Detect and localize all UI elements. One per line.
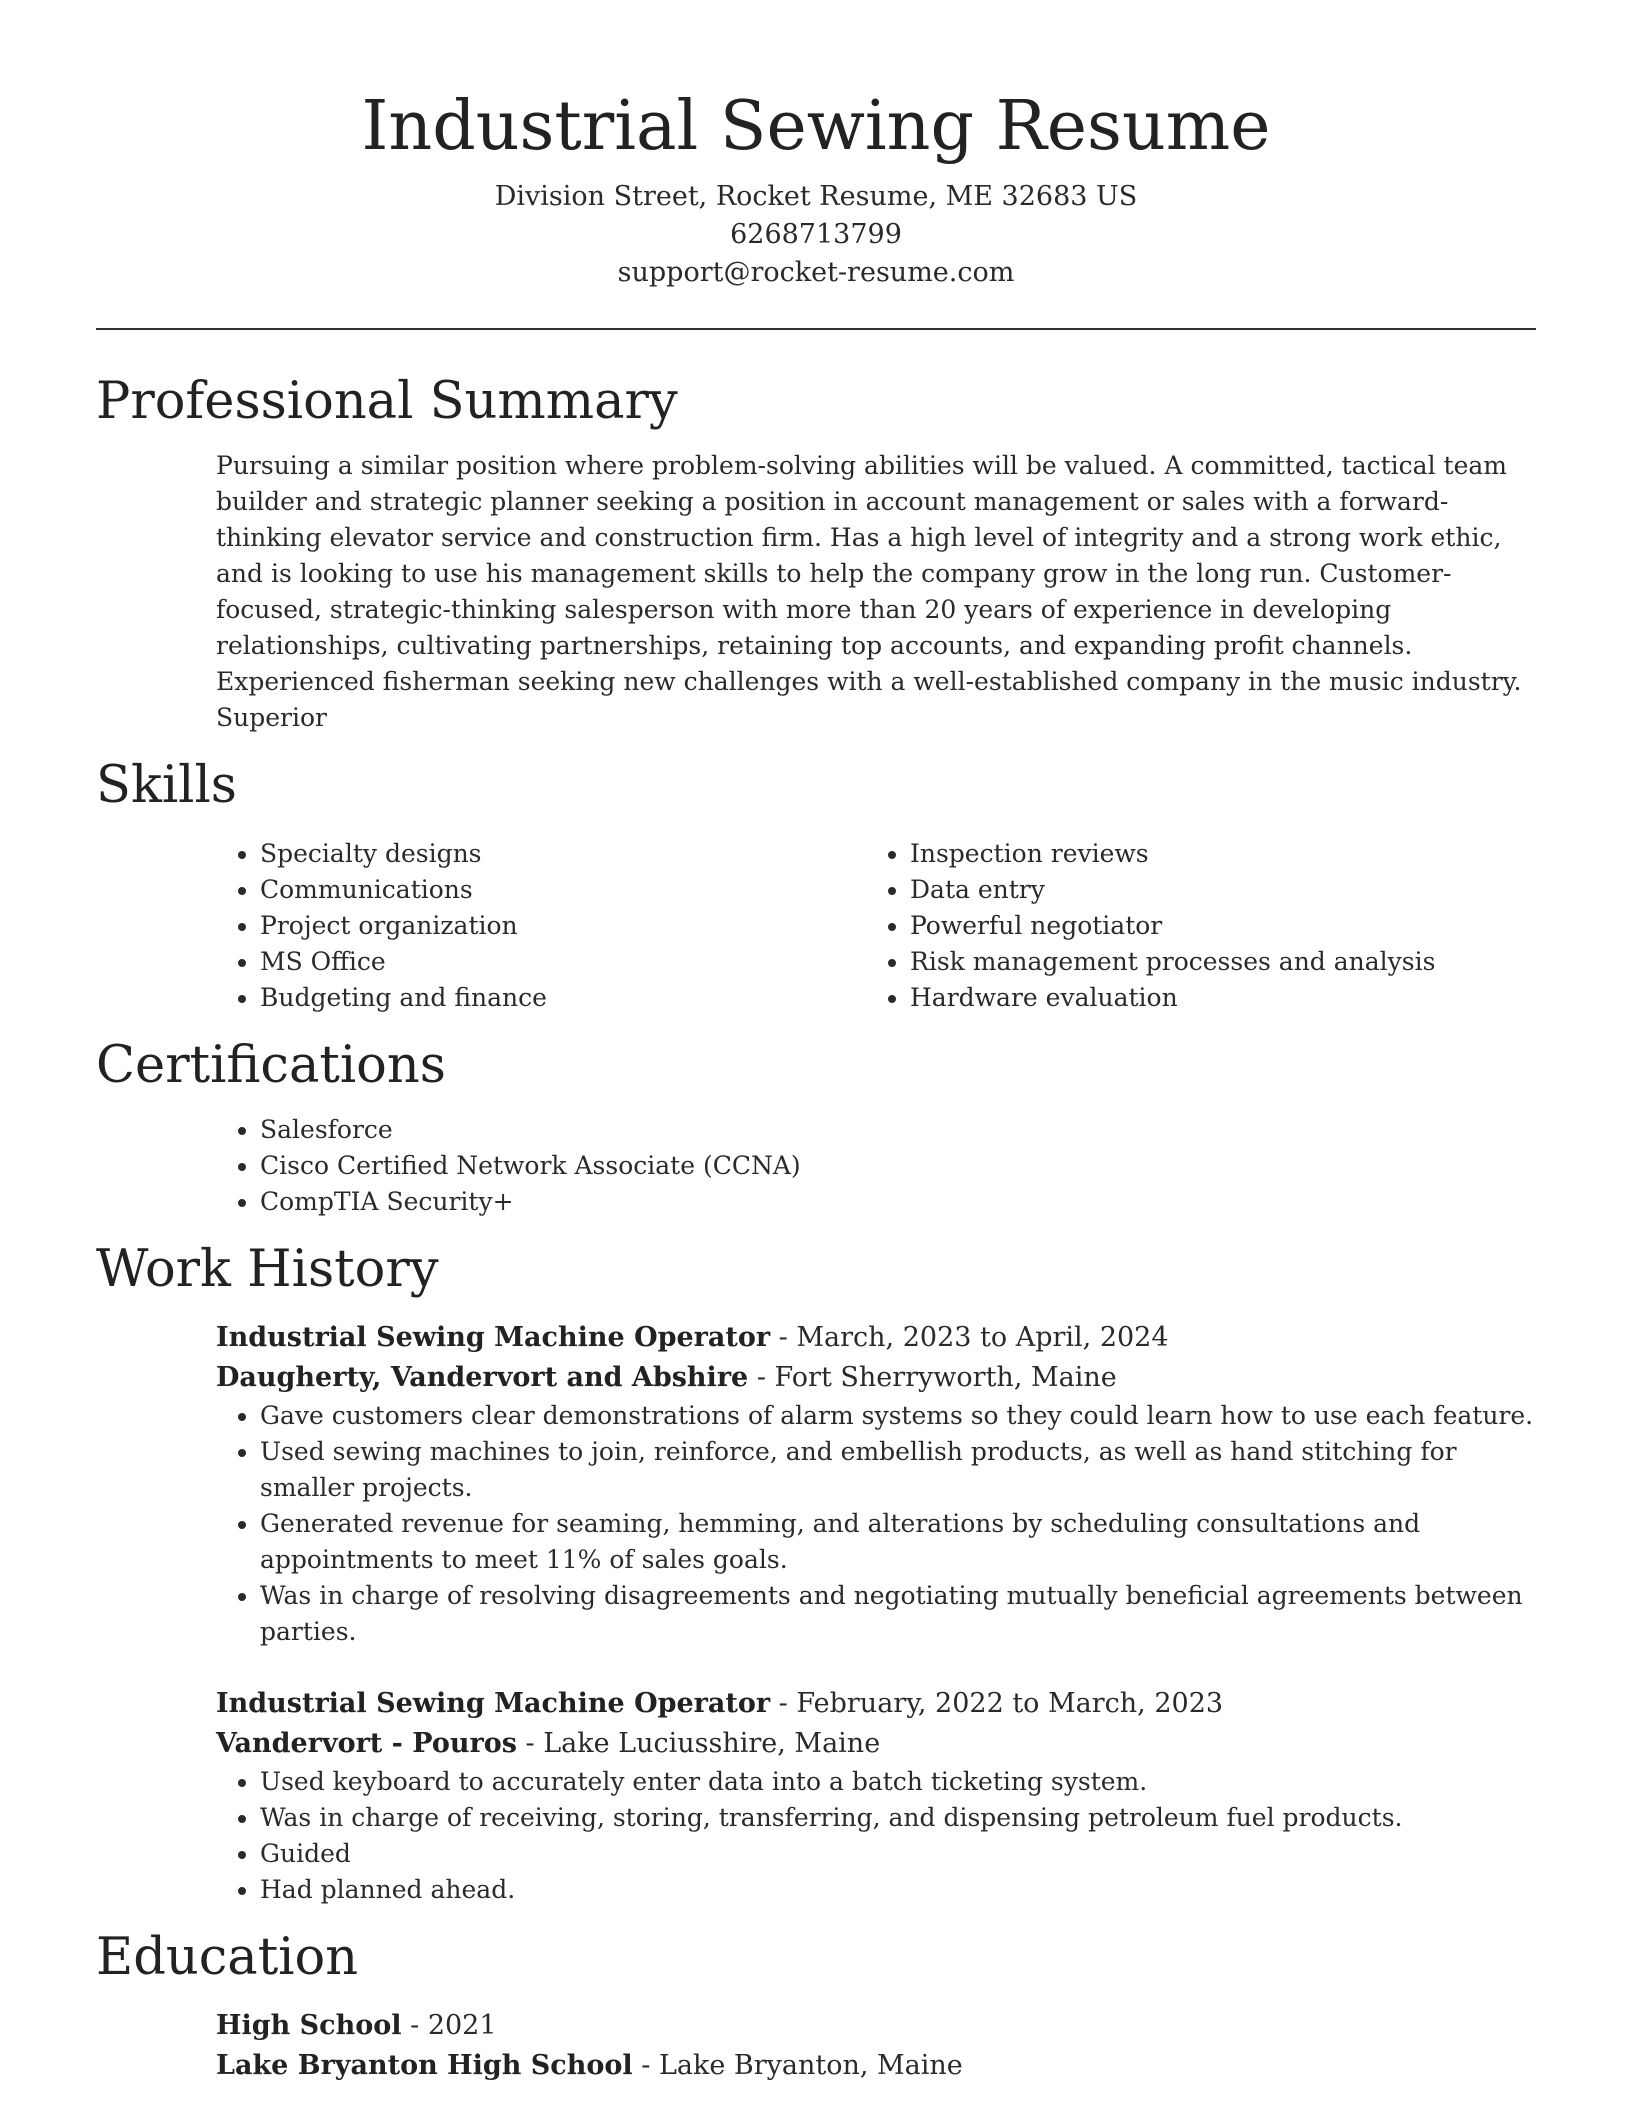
phone: 6268713799 — [730, 219, 902, 250]
graduation-year: - 2021 — [401, 2010, 497, 2041]
skill-item: • Hardware evaluation — [910, 980, 1516, 1016]
duty-item: • Was in charge of receiving, storing, transferring, and dispensing petroleum fuel products. — [260, 1800, 1536, 1836]
address: Division Street, Rocket Resume, ME 32683 US — [494, 181, 1138, 212]
duty-item: • Gave customers clear demonstrations of alarm systems so they could learn how to use each feature. — [260, 1398, 1536, 1434]
summary-heading: Professional Summary — [96, 372, 678, 431]
skills-column-right — [866, 836, 1516, 1016]
job-company-line — [216, 1358, 1536, 1398]
education-entry — [216, 2006, 1536, 2086]
school-location: - Lake Bryanton, Maine — [632, 2050, 963, 2081]
skill-item: • Communications — [260, 872, 866, 908]
job-role: Industrial Sewing Machine Operator — [216, 1688, 771, 1719]
skill-item: • Data entry — [910, 872, 1516, 908]
education-heading: Education — [96, 1928, 359, 1987]
skill-item: • Specialty designs — [260, 836, 866, 872]
certification-item: • Salesforce — [260, 1112, 1536, 1148]
skill-item: • Budgeting and finance — [260, 980, 866, 1016]
certifications-heading: Certifications — [96, 1036, 446, 1095]
skill-item: • Powerful negotiator — [910, 908, 1516, 944]
resume-header — [96, 0, 1536, 292]
job-company: Daugherty, Vandervort and Abshire — [216, 1362, 749, 1393]
certifications-list — [216, 1112, 1536, 1220]
job-entry — [216, 1684, 1536, 1908]
resume-title: Industrial Sewing Resume — [361, 87, 1271, 166]
skills-section — [96, 754, 1536, 1016]
resume-page — [96, 0, 1536, 2086]
job-role: Industrial Sewing Machine Operator — [216, 1322, 771, 1353]
school-name: Lake Bryanton High School — [216, 2050, 633, 2081]
degree: High School — [216, 2010, 402, 2041]
contact-info — [96, 178, 1536, 292]
job-entry — [216, 1318, 1536, 1650]
skills-column-left — [216, 836, 866, 1016]
school-line — [216, 2046, 1536, 2086]
job-title-line — [216, 1318, 1536, 1358]
job-dates: - February, 2022 to March, 2023 — [770, 1688, 1224, 1719]
job-duties — [216, 1398, 1536, 1650]
degree-line — [216, 2006, 1536, 2046]
skill-item: • Project organization — [260, 908, 866, 944]
header-divider — [96, 328, 1536, 330]
work-history-heading: Work History — [96, 1240, 439, 1299]
duty-item: • Was in charge of resolving disagreements and negotiating mutually beneficial agreements between parties. — [260, 1578, 1536, 1650]
duty-item: • Used keyboard to accurately enter data into a batch ticketing system. — [260, 1764, 1536, 1800]
job-duties — [216, 1764, 1536, 1908]
skill-item: • MS Office — [260, 944, 866, 980]
skills-heading: Skills — [96, 756, 237, 815]
duty-item: • Had planned ahead. — [260, 1872, 1536, 1908]
education-section — [96, 1926, 1536, 2086]
job-company-line — [216, 1724, 1536, 1764]
job-location: - Fort Sherryworth, Maine — [748, 1362, 1117, 1393]
certification-item: • Cisco Certified Network Associate (CCNA) — [260, 1148, 1536, 1184]
job-dates: - March, 2023 to April, 2024 — [770, 1322, 1169, 1353]
certification-item: • CompTIA Security+ — [260, 1184, 1536, 1220]
skill-item: • Risk management processes and analysis — [910, 944, 1516, 980]
summary-section — [96, 370, 1536, 736]
duty-item: • Used sewing machines to join, reinforce, and embellish products, as well as hand stitching for smaller projects. — [260, 1434, 1536, 1506]
job-title-line — [216, 1684, 1536, 1724]
work-history-section — [96, 1238, 1536, 1908]
duty-item: • Guided — [260, 1836, 1536, 1872]
skill-item: • Inspection reviews — [910, 836, 1516, 872]
summary-text: Pursuing a similar position where problem-solving abilities will be valued. A committed, tactical team builder and strategic planner seeking a position in account management or sales with a forward-thinking elevator service and construction firm. Has a high level of integrity and a strong work ethic, and is looking to use his management skills to help the company grow in the long run. Customer-focused, strategic-thinking salesperson with more than 20 years of experience in developing relationships, cultivating partnerships, retaining top accounts, and expanding profit channels. Experienced fisherman seeking new challenges with a well-established company in the music industry. Superior — [216, 451, 1522, 732]
job-company: Vandervort - Pouros — [216, 1728, 517, 1759]
duty-item: • Generated revenue for seaming, hemming, and alterations by scheduling consultations and appointments to meet 11% of sales goals. — [260, 1506, 1536, 1578]
job-location: - Lake Luciusshire, Maine — [516, 1728, 881, 1759]
certifications-section — [96, 1034, 1536, 1220]
email: support@rocket-resume.com — [617, 257, 1015, 288]
skills-grid — [216, 836, 1536, 1016]
